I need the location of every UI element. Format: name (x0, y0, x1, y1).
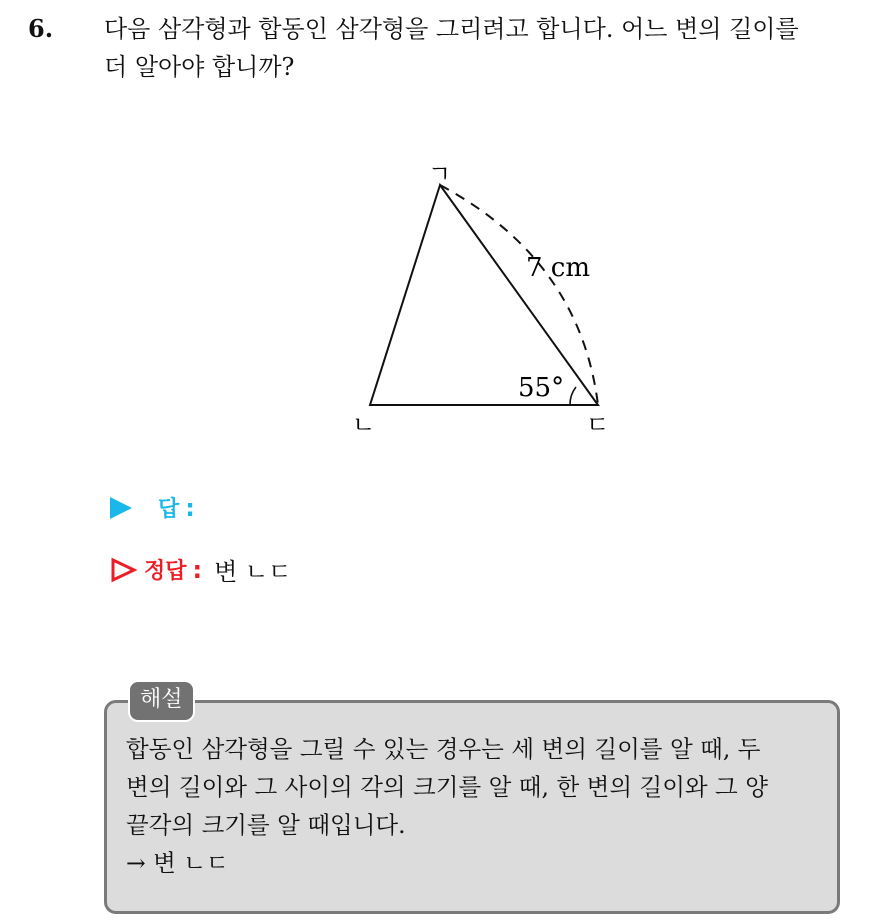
vertex-label-right: ㄷ (586, 411, 610, 439)
explanation-line-4: → 변 ㄴㄷ (126, 849, 229, 877)
explanation-line-3: 끝각의 크기를 알 때입니다. (126, 811, 406, 839)
question-line-2: 더 알아야 합니까? (104, 53, 295, 81)
vertex-label-left: ㄴ (352, 411, 376, 439)
explanation-text (126, 730, 832, 882)
answer-label: 답 (158, 497, 180, 522)
correct-answer-row (110, 552, 291, 587)
side-length-label: 7 cm (526, 253, 591, 283)
filled-triangle-icon (110, 497, 132, 519)
outline-triangle-icon (110, 557, 138, 583)
explanation-tab: 해설 (128, 680, 195, 722)
angle-label: 55° (518, 373, 565, 403)
explanation-line-1: 합동인 삼각형을 그릴 수 있는 경우는 세 변의 길이를 알 때, 두 (126, 735, 761, 763)
correct-answer-colon: : (192, 555, 203, 584)
answer-colon: : (185, 493, 195, 522)
question-text (104, 10, 864, 86)
answer-row (110, 492, 195, 523)
triangle-shape (370, 185, 598, 405)
vertex-label-top: ㄱ (428, 160, 452, 188)
correct-answer-value: 변 ㄴㄷ (214, 558, 292, 586)
explanation-line-2: 변의 길이와 그 사이의 각의 크기를 알 때, 한 변의 길이와 그 양 (126, 773, 768, 801)
triangle-figure (330, 150, 630, 440)
angle-arc (570, 387, 576, 405)
correct-answer-label: 정답 (144, 559, 187, 584)
question-number: 6. (28, 14, 54, 43)
question-line-1: 다음 삼각형과 합동인 삼각형을 그리려고 합니다. 어느 변의 길이를 (104, 15, 799, 43)
